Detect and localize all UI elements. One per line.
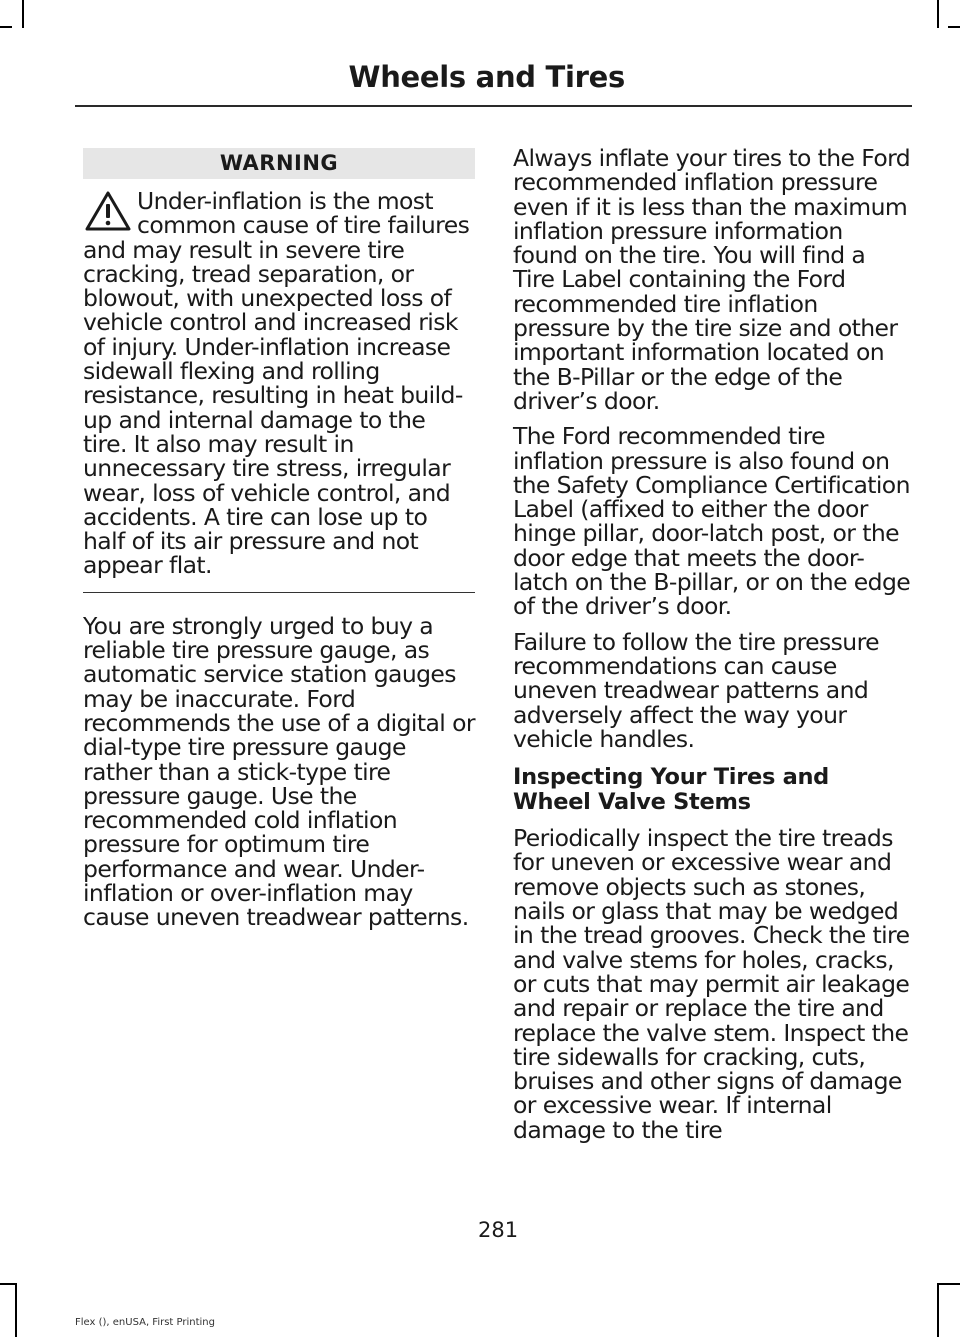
crop-mark-bottom-left-horizontal [0, 1283, 17, 1285]
crop-mark-bottom-left-vertical [15, 1283, 17, 1337]
crop-mark-top-left-vertical [22, 0, 24, 28]
crop-mark-top-left-horizontal [0, 26, 12, 28]
crop-mark-bottom-right-vertical [937, 1283, 939, 1337]
footer-text: Flex (), enUSA, First Printing [75, 1317, 215, 1328]
crop-mark-bottom-right-horizontal [937, 1283, 960, 1285]
warning-divider [83, 592, 475, 593]
warning-triangle-icon [83, 189, 135, 235]
crop-mark-top-right-horizontal [948, 26, 960, 28]
body-paragraph: Failure to follow the tire pressure recommendations can cause uneven treadwear patterns and adversely affect the way your vehicle handles. [513, 627, 879, 753]
page-title: Wheels and Tires [348, 60, 625, 94]
warning-text: Under-inflation is the most common cause of tire failures and may result in severe tire cracking, tread separation, or blowout, with unexpected loss of vehicle control and increased risk of injury. Under-inflation increase sidewall flexing and rolling resistance, resulting in heat build-up and internal damage to the tire. It also may result in unnecessary tire stress, irregular wear, loss of vehicle control, and accidents. A tire can lose up to half of its air pressure and not appear flat. [83, 187, 470, 580]
warning-box [83, 189, 475, 578]
section-heading: Inspecting Your Tires and Wheel Valve Stems [513, 764, 829, 815]
body-paragraph: The Ford recommended tire inflation pressure is also found on the Safety Compliance Certification Label (affixed to either the door hinge pillar, door-latch post, or the door edge that meets the door-latch on the B-pillar, or on the edge of the driver’s door. [513, 422, 911, 621]
body-paragraph: You are strongly urged to buy a reliable tire pressure gauge, as automatic service station gauges may be inaccurate. Ford recommends the use of a digital or dial-type tire pressure gauge rather than a stick-type tire pressure gauge. Use the recommended cold inflation pressure for optimum tire performance and wear. Under-inflation or over-inflation may cause uneven treadwear patterns. [83, 611, 475, 932]
right-column [513, 146, 911, 1142]
page-number: 281 [478, 1218, 519, 1242]
body-paragraph: Always inflate your tires to the Ford recommended inflation pressure even if it is less than the maximum inflation pressure information found on the tire. You will find a Tire Label containing the Ford recommended tire inflation pressure by the tire size and other important information located on the B-Pillar or the edge of the driver’s door. [513, 144, 911, 415]
header-divider [75, 105, 912, 107]
left-column [83, 148, 475, 930]
crop-mark-top-right-vertical [937, 0, 939, 28]
body-paragraph: Periodically inspect the tire treads for uneven or excessive wear and remove objects such as stones, nails or glass that may be wedged in the tread grooves. Check the tire and valve stems for holes, cracks, or cuts that may permit air leakage and repair or replace the tire and replace the valve stem. Inspect the tire sidewalls for cracking, cuts, bruises and other signs of damage or excessive wear. If internal damage to the tire [513, 824, 910, 1144]
warning-heading: WARNING [83, 148, 475, 179]
